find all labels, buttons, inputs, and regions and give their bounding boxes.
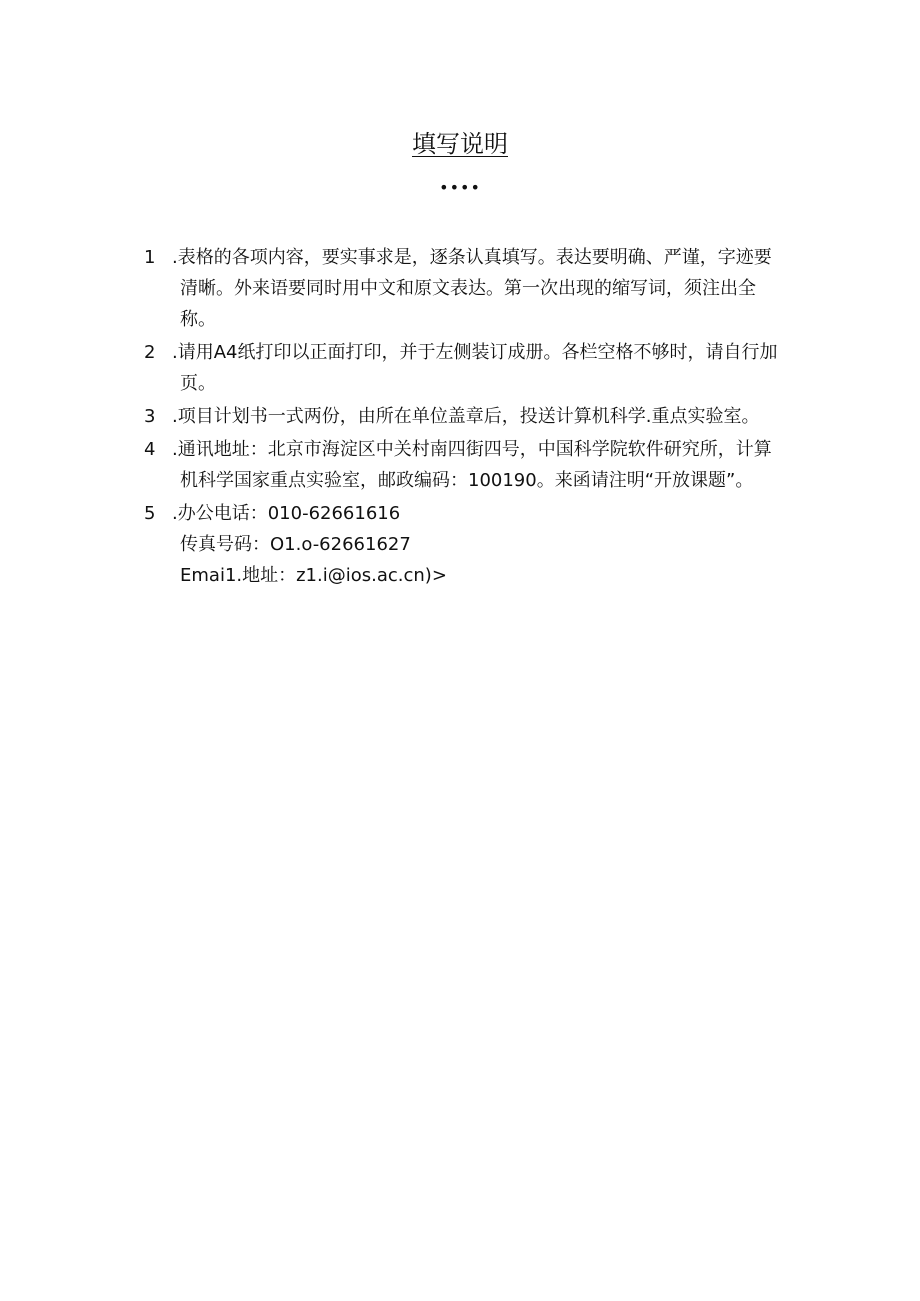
instruction-text <box>172 498 854 591</box>
title-dots: •••• <box>439 178 481 197</box>
page-title-text: 填写说明 <box>412 130 508 158</box>
instruction-number: 5 <box>144 503 156 524</box>
email-line: Emai1.地址：z1.i@ios.ac.cn)> <box>180 565 447 586</box>
office-phone-line: .办公电话：010-62661616 <box>172 503 401 524</box>
instruction-number: 2 <box>144 342 156 363</box>
instruction-number: 3 <box>144 406 156 427</box>
instruction-line: .通讯地址：北京市海淀区中关村南四街四号，中国科学院软件研究所，计算 <box>172 439 772 460</box>
instruction-text <box>172 434 854 496</box>
instruction-line: 称。 <box>180 309 216 330</box>
instruction-line: 页。 <box>180 373 216 394</box>
instruction-text <box>172 337 854 399</box>
instruction-number: 1 <box>144 247 156 268</box>
instruction-text <box>172 242 854 335</box>
instruction-line: .项目计划书一式两份，由所在单位盖章后，投送计算机科学.重点实验室。 <box>172 406 760 427</box>
instruction-item-1 <box>144 242 854 335</box>
instruction-line: .表格的各项内容，要实事求是，逐条认真填写。表达要明确、严谨，字迹要 <box>172 247 772 268</box>
instruction-line: .请用A4纸打印以正面打印，并于左侧装订成册。各栏空格不够时，请自行加 <box>172 342 778 363</box>
instruction-item-2 <box>144 337 854 399</box>
instruction-number: 4 <box>144 439 156 460</box>
page-title <box>0 128 920 160</box>
instruction-item-5 <box>144 498 854 591</box>
instruction-line: 机科学国家重点实验室，邮政编码：100190。来函请注明“开放课题”。 <box>180 470 754 491</box>
instruction-item-3 <box>144 401 854 432</box>
instruction-line: 清晰。外来语要同时用中文和原文表达。第一次出现的缩写词，须注出全 <box>180 278 756 299</box>
instruction-text <box>172 401 854 432</box>
fax-line: 传真号码：O1.o-62661627 <box>180 534 411 555</box>
instruction-item-4 <box>144 434 854 496</box>
instructions-list <box>144 242 854 593</box>
